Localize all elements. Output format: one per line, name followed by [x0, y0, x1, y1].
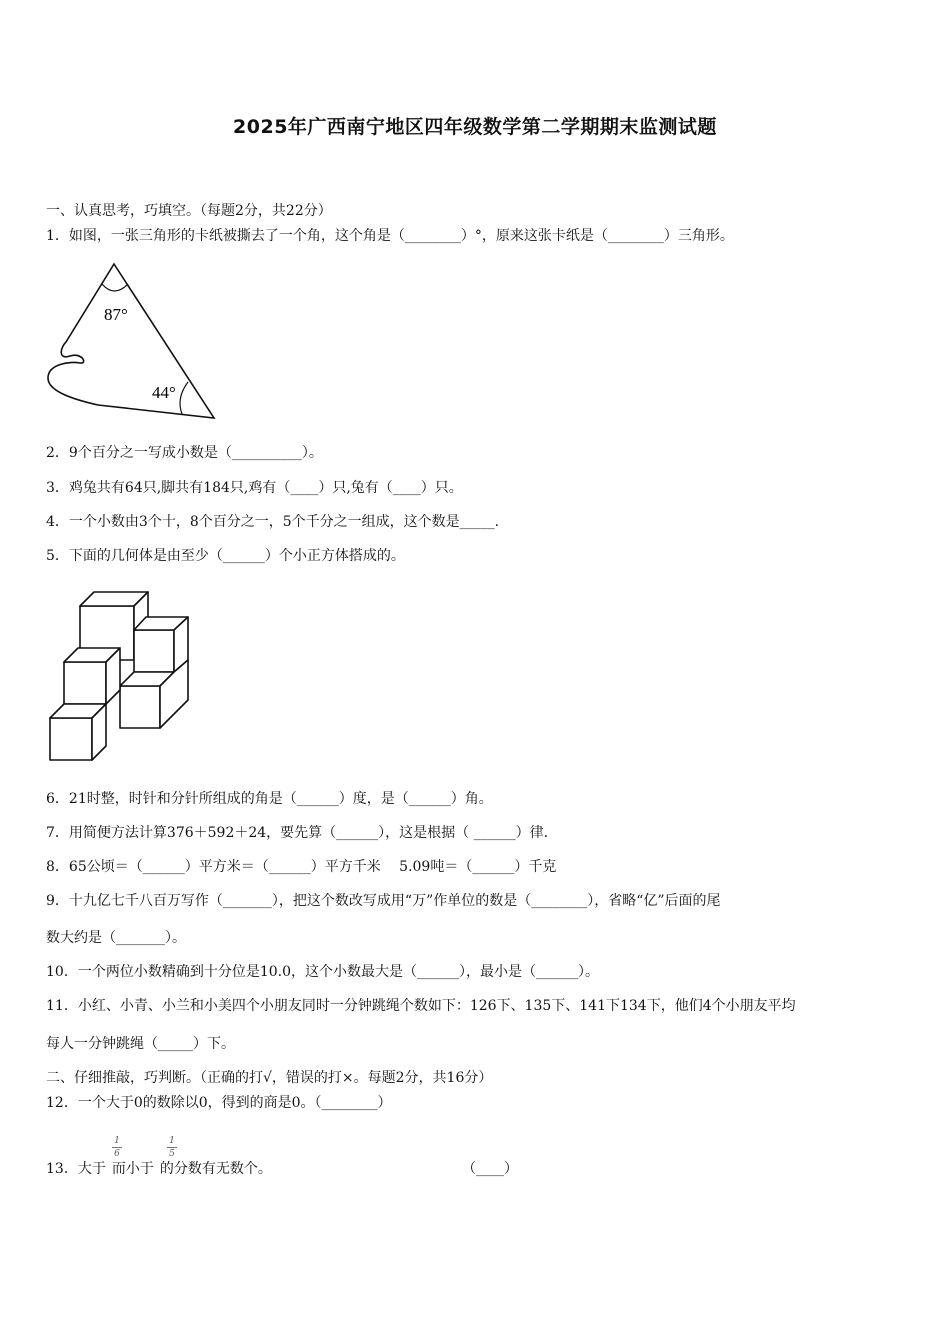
- question-9-line-2: 数大约是（_______）。: [46, 930, 186, 946]
- question-11-line-1: 11．小红、小青、小兰和小美四个小朋友同时一分钟跳绳个数如下：126下、135下、141下134下，他们4个小朋友平均: [46, 998, 796, 1014]
- cube-face: [64, 662, 106, 704]
- question-3: 3．鸡兔共有64只,脚共有184只,鸡有（____）只,兔有（____）只。: [46, 480, 463, 496]
- page-title: 2025年广西南宁地区四年级数学第二学期期末监测试题: [233, 116, 717, 138]
- question-6: 6．21时整，时针和分针所组成的角是（______）度，是（______）角。: [46, 791, 493, 807]
- bottom-angle-arc: [180, 382, 188, 414]
- question-13: [46, 1159, 272, 1179]
- question-1: 1．如图，一张三角形的卡纸被撕去了一个角，这个角是（________）°，原来这张卡纸是（________）三角形。: [46, 228, 734, 244]
- fraction-numerator: 1: [169, 1136, 175, 1146]
- fraction-one-sixth: [112, 1136, 122, 1159]
- fraction-denominator: 6: [114, 1149, 120, 1159]
- question-13-part-1: 13．大于: [46, 1161, 106, 1177]
- cube-stack-figure: [46, 588, 196, 764]
- torn-triangle-figure: [46, 260, 218, 425]
- question-13-part-3: 的分数有无数个。: [159, 1161, 272, 1177]
- question-12: 12．一个大于0的数除以0，得到的商是0。（________）: [46, 1095, 392, 1111]
- fraction-one-fifth: [167, 1136, 177, 1159]
- question-13-part-2: 而小于: [111, 1161, 154, 1177]
- question-4: 4．一个小数由3个十，8个百分之一，5个千分之一组成，这个数是_____.: [46, 514, 500, 530]
- section-1-heading: 一、认真思考，巧填空。（每题2分，共22分）: [46, 203, 332, 219]
- angle-label-87: 87°: [104, 305, 128, 324]
- question-9-line-1: 9．十九亿七千八百万写作（_______），把这个数改写成用“万”作单位的数是（________），省略“亿”后面的尾: [46, 893, 721, 909]
- question-7: 7．用简便方法计算376＋592＋24，要先算（______），这是根据（ ______）律.: [46, 825, 549, 841]
- cube-face: [120, 686, 160, 728]
- angle-label-44: 44°: [152, 383, 176, 402]
- top-angle-arc: [102, 284, 128, 291]
- question-11-line-2: 每人一分钟跳绳（_____）下。: [46, 1036, 235, 1052]
- question-13-answer-blank: （____）: [462, 1161, 518, 1177]
- question-10: 10．一个两位小数精确到十分位是10.0，这个小数最大是（______），最小是（______）。: [46, 964, 599, 980]
- cube-face: [50, 718, 92, 760]
- cube-face: [134, 630, 174, 672]
- fraction-denominator: 5: [169, 1149, 175, 1159]
- triangle-outline: [48, 264, 214, 418]
- fraction-numerator: 1: [114, 1136, 120, 1146]
- question-5: 5．下面的几何体是由至少（______）个小正方体搭成的。: [46, 548, 405, 564]
- section-2-heading: 二、仔细推敲，巧判断。（正确的打√，错误的打×。每题2分，共16分）: [46, 1070, 493, 1086]
- question-8: 8．65公顷＝（______）平方米＝（______）平方千米 5.09吨＝（______）千克: [46, 859, 557, 875]
- question-2: 2．9个百分之一写成小数是（__________）。: [46, 445, 323, 461]
